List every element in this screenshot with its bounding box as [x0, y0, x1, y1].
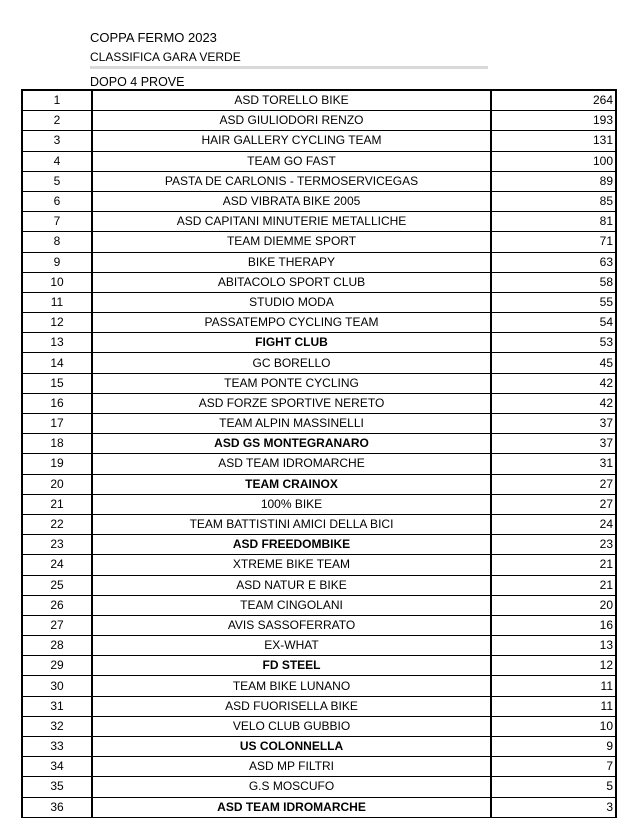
rank-position: 4: [22, 151, 92, 171]
team-points: 42: [491, 393, 616, 413]
rank-position: 11: [22, 292, 92, 312]
team-points: 13: [491, 636, 616, 656]
table-row: [22, 292, 616, 312]
team-points: 54: [491, 313, 616, 333]
table-row: [22, 252, 616, 272]
table-row: [22, 313, 616, 333]
team-points: 42: [491, 373, 616, 393]
rank-position: 7: [22, 212, 92, 232]
team-name: ASD TORELLO BIKE: [92, 90, 491, 111]
team-points: 21: [491, 555, 616, 575]
team-name: FD STEEL: [92, 656, 491, 676]
team-points: 11: [491, 696, 616, 716]
table-row: [22, 595, 616, 615]
rank-position: 8: [22, 232, 92, 252]
table-row: [22, 111, 616, 131]
rank-position: 30: [22, 676, 92, 696]
table-row: [22, 373, 616, 393]
table-row: [22, 514, 616, 534]
team-points: 45: [491, 353, 616, 373]
team-name: TEAM CINGOLANI: [92, 595, 491, 615]
rank-position: 22: [22, 514, 92, 534]
rank-position: 25: [22, 575, 92, 595]
team-points: 3: [491, 797, 616, 817]
team-points: 20: [491, 595, 616, 615]
team-name: XTREME BIKE TEAM: [92, 555, 491, 575]
table-row: [22, 171, 616, 191]
table-row: [22, 333, 616, 353]
table-row: [22, 636, 616, 656]
team-name: HAIR GALLERY CYCLING TEAM: [92, 131, 491, 151]
team-points: 27: [491, 474, 616, 494]
team-points: 24: [491, 514, 616, 534]
rank-position: 6: [22, 191, 92, 211]
table-row: [22, 535, 616, 555]
team-name: PASTA DE CARLONIS - TERMOSERVICEGAS: [92, 171, 491, 191]
team-points: 264: [491, 90, 616, 111]
table-row: [22, 393, 616, 413]
team-points: 21: [491, 575, 616, 595]
team-name: EX-WHAT: [92, 636, 491, 656]
team-name: ASD MP FILTRI: [92, 757, 491, 777]
table-row: [22, 777, 616, 797]
table-row: [22, 676, 616, 696]
team-points: 37: [491, 434, 616, 454]
rank-position: 15: [22, 373, 92, 393]
team-points: 5: [491, 777, 616, 797]
team-points: 37: [491, 414, 616, 434]
rank-position: 14: [22, 353, 92, 373]
table-row: [22, 434, 616, 454]
rank-position: 28: [22, 636, 92, 656]
team-name: VELO CLUB GUBBIO: [92, 716, 491, 736]
document-header: [90, 28, 488, 92]
table-row: [22, 232, 616, 252]
rank-position: 21: [22, 494, 92, 514]
table-row: [22, 353, 616, 373]
team-name: TEAM BIKE LUNANO: [92, 676, 491, 696]
team-name: G.S MOSCUFO: [92, 777, 491, 797]
team-name: TEAM GO FAST: [92, 151, 491, 171]
rank-position: 13: [22, 333, 92, 353]
team-name: AVIS SASSOFERRATO: [92, 615, 491, 635]
team-points: 10: [491, 716, 616, 736]
team-points: 89: [491, 171, 616, 191]
table-row: [22, 696, 616, 716]
document-subtitle: CLASSIFICA GARA VERDE: [90, 48, 488, 69]
rank-position: 16: [22, 393, 92, 413]
team-points: 100: [491, 151, 616, 171]
team-name: BIKE THERAPY: [92, 252, 491, 272]
table-row: [22, 272, 616, 292]
ranking-table: [21, 89, 617, 818]
team-name: GC BORELLO: [92, 353, 491, 373]
team-points: 58: [491, 272, 616, 292]
table-row: [22, 797, 616, 817]
team-points: 16: [491, 615, 616, 635]
team-name: ASD GS MONTEGRANARO: [92, 434, 491, 454]
rank-position: 35: [22, 777, 92, 797]
rank-position: 17: [22, 414, 92, 434]
rank-position: 10: [22, 272, 92, 292]
table-row: [22, 575, 616, 595]
team-points: 63: [491, 252, 616, 272]
team-name: STUDIO MODA: [92, 292, 491, 312]
team-points: 9: [491, 737, 616, 757]
team-points: 23: [491, 535, 616, 555]
team-name: ASD GIULIODORI RENZO: [92, 111, 491, 131]
rank-position: 9: [22, 252, 92, 272]
team-points: 7: [491, 757, 616, 777]
team-name: TEAM DIEMME SPORT: [92, 232, 491, 252]
document-title: COPPA FERMO 2023: [90, 30, 217, 45]
table-row: [22, 494, 616, 514]
team-name: ASD NATUR E BIKE: [92, 575, 491, 595]
team-name: ASD CAPITANI MINUTERIE METALLICHE: [92, 212, 491, 232]
team-name: TEAM CRAINOX: [92, 474, 491, 494]
team-name: ASD FREEDOMBIKE: [92, 535, 491, 555]
rank-position: 12: [22, 313, 92, 333]
team-name: ASD FORZE SPORTIVE NERETO: [92, 393, 491, 413]
team-points: 31: [491, 454, 616, 474]
table-row: [22, 474, 616, 494]
table-row: [22, 656, 616, 676]
team-name: ASD TEAM IDROMARCHE: [92, 797, 491, 817]
rank-position: 34: [22, 757, 92, 777]
team-points: 27: [491, 494, 616, 514]
team-name: TEAM BATTISTINI AMICI DELLA BICI: [92, 514, 491, 534]
team-name: ASD FUORISELLA BIKE: [92, 696, 491, 716]
table-row: [22, 131, 616, 151]
rounds-caption: DOPO 4 PROVE: [90, 75, 185, 89]
table-row: [22, 90, 616, 111]
team-points: 55: [491, 292, 616, 312]
table-row: [22, 555, 616, 575]
rank-position: 5: [22, 171, 92, 191]
rank-position: 1: [22, 90, 92, 111]
rank-position: 32: [22, 716, 92, 736]
team-name: ABITACOLO SPORT CLUB: [92, 272, 491, 292]
team-name: ASD VIBRATA BIKE 2005: [92, 191, 491, 211]
rank-position: 29: [22, 656, 92, 676]
team-name: FIGHT CLUB: [92, 333, 491, 353]
table-row: [22, 454, 616, 474]
team-points: 193: [491, 111, 616, 131]
team-points: 12: [491, 656, 616, 676]
rank-position: 31: [22, 696, 92, 716]
table-row: [22, 414, 616, 434]
rank-position: 27: [22, 615, 92, 635]
table-row: [22, 615, 616, 635]
team-name: US COLONNELLA: [92, 737, 491, 757]
team-points: 81: [491, 212, 616, 232]
team-points: 11: [491, 676, 616, 696]
table-row: [22, 191, 616, 211]
table-row: [22, 737, 616, 757]
rank-position: 2: [22, 111, 92, 131]
table-row: [22, 151, 616, 171]
rank-position: 36: [22, 797, 92, 817]
team-name: TEAM PONTE CYCLING: [92, 373, 491, 393]
ranking-body: [22, 90, 616, 817]
team-points: 71: [491, 232, 616, 252]
team-points: 53: [491, 333, 616, 353]
team-points: 85: [491, 191, 616, 211]
team-name: ASD TEAM IDROMARCHE: [92, 454, 491, 474]
rank-position: 26: [22, 595, 92, 615]
rank-position: 24: [22, 555, 92, 575]
rank-position: 18: [22, 434, 92, 454]
rank-position: 33: [22, 737, 92, 757]
rank-position: 23: [22, 535, 92, 555]
table-row: [22, 716, 616, 736]
table-row: [22, 212, 616, 232]
table-row: [22, 757, 616, 777]
team-name: PASSATEMPO CYCLING TEAM: [92, 313, 491, 333]
rank-position: 19: [22, 454, 92, 474]
team-name: 100% BIKE: [92, 494, 491, 514]
team-name: TEAM ALPIN MASSINELLI: [92, 414, 491, 434]
team-points: 131: [491, 131, 616, 151]
rank-position: 3: [22, 131, 92, 151]
rank-position: 20: [22, 474, 92, 494]
